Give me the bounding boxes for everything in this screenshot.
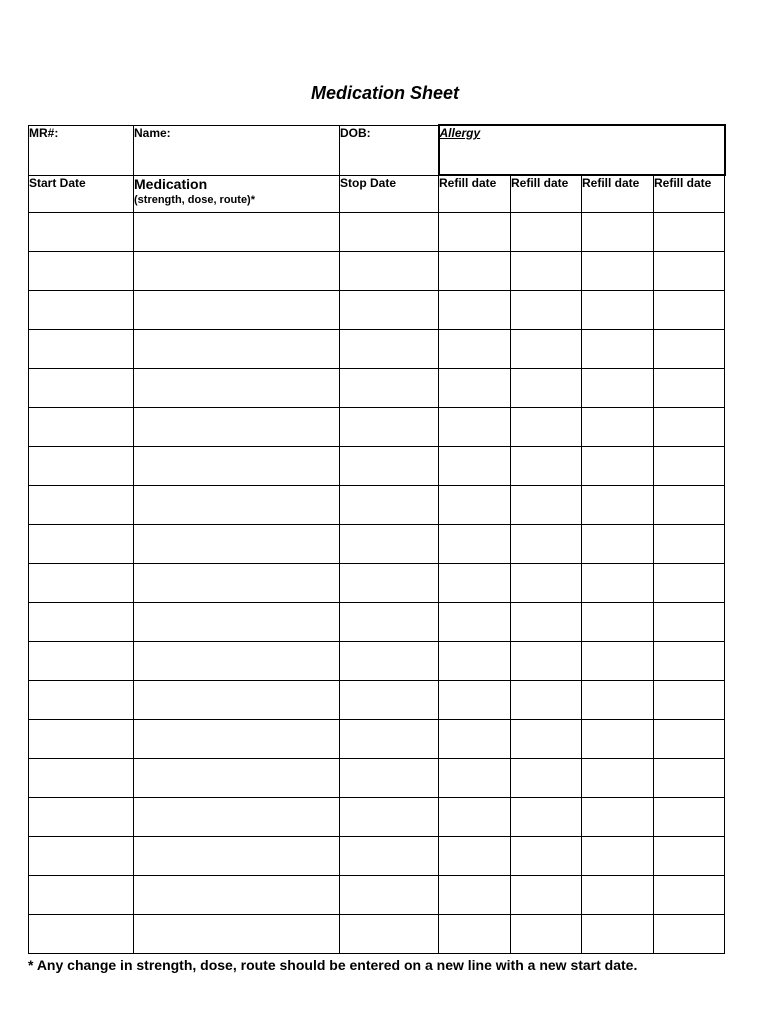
refill-date-cell[interactable]	[654, 642, 725, 681]
refill-date-cell[interactable]	[511, 486, 582, 525]
refill-date-cell[interactable]	[582, 486, 654, 525]
stop-date-header: Stop Date	[340, 175, 439, 213]
medication-cell[interactable]	[134, 291, 340, 330]
refill-date-cell[interactable]	[439, 837, 511, 876]
refill-date-cell[interactable]	[582, 330, 654, 369]
refill-date-cell[interactable]	[582, 720, 654, 759]
medication-cell[interactable]	[134, 564, 340, 603]
refill-date-cell[interactable]	[511, 681, 582, 720]
refill-date-cell[interactable]	[439, 564, 511, 603]
stop-date-cell[interactable]	[340, 681, 439, 720]
stop-date-cell[interactable]	[340, 915, 439, 954]
start-date-cell[interactable]	[29, 369, 134, 408]
stop-date-cell[interactable]	[340, 525, 439, 564]
refill-date-cell[interactable]	[654, 798, 725, 837]
refill-date-cell[interactable]	[439, 252, 511, 291]
refill-date-header-4: Refill date	[654, 175, 725, 213]
table-row	[29, 915, 725, 954]
refill-date-cell[interactable]	[654, 915, 725, 954]
table-row	[29, 408, 725, 447]
medication-cell[interactable]	[134, 759, 340, 798]
refill-date-cell[interactable]	[654, 252, 725, 291]
table-row	[29, 330, 725, 369]
table-row	[29, 837, 725, 876]
refill-date-cell[interactable]	[511, 915, 582, 954]
refill-date-cell[interactable]	[654, 603, 725, 642]
refill-date-cell[interactable]	[511, 720, 582, 759]
footnote: * Any change in strength, dose, route should be entered on a new line with a new start date.	[28, 957, 638, 973]
table-row	[29, 486, 725, 525]
start-date-cell[interactable]	[29, 759, 134, 798]
refill-date-cell[interactable]	[511, 369, 582, 408]
refill-date-cell[interactable]	[654, 213, 725, 252]
refill-date-cell[interactable]	[654, 525, 725, 564]
medication-cell[interactable]	[134, 681, 340, 720]
refill-date-cell[interactable]	[511, 798, 582, 837]
table-row	[29, 564, 725, 603]
page-title: Medication Sheet	[310, 83, 460, 103]
start-date-cell[interactable]	[29, 876, 134, 915]
medication-cell[interactable]	[134, 720, 340, 759]
start-date-cell[interactable]	[29, 681, 134, 720]
refill-date-cell[interactable]	[511, 759, 582, 798]
medication-cell[interactable]	[134, 525, 340, 564]
refill-date-cell[interactable]	[654, 720, 725, 759]
table-row	[29, 447, 725, 486]
refill-date-cell[interactable]	[582, 564, 654, 603]
refill-date-cell[interactable]	[511, 447, 582, 486]
refill-date-cell[interactable]	[439, 525, 511, 564]
table-row	[29, 876, 725, 915]
stop-date-cell[interactable]	[340, 759, 439, 798]
refill-date-cell[interactable]	[582, 798, 654, 837]
name-label: Name:	[134, 125, 171, 140]
refill-date-cell[interactable]	[439, 642, 511, 681]
stop-date-cell[interactable]	[340, 252, 439, 291]
refill-date-cell[interactable]	[511, 408, 582, 447]
medication-cell[interactable]	[134, 369, 340, 408]
start-date-cell[interactable]	[29, 291, 134, 330]
refill-date-cell[interactable]	[511, 291, 582, 330]
stop-date-cell[interactable]	[340, 642, 439, 681]
refill-date-cell[interactable]	[439, 759, 511, 798]
medication-cell[interactable]	[134, 486, 340, 525]
refill-date-header-3: Refill date	[582, 175, 654, 213]
refill-date-cell[interactable]	[511, 330, 582, 369]
refill-date-cell[interactable]	[582, 369, 654, 408]
refill-date-cell[interactable]	[582, 408, 654, 447]
start-date-cell[interactable]	[29, 252, 134, 291]
stop-date-cell[interactable]	[340, 876, 439, 915]
stop-date-cell[interactable]	[340, 720, 439, 759]
refill-date-cell[interactable]	[439, 915, 511, 954]
refill-date-cell[interactable]	[439, 681, 511, 720]
dob-field[interactable]	[340, 125, 439, 175]
medication-cell[interactable]	[134, 876, 340, 915]
start-date-cell[interactable]	[29, 642, 134, 681]
start-date-cell[interactable]	[29, 720, 134, 759]
stop-date-cell[interactable]	[340, 408, 439, 447]
start-date-cell[interactable]	[29, 837, 134, 876]
allergy-label: Allergy	[439, 126, 481, 140]
refill-date-cell[interactable]	[439, 876, 511, 915]
start-date-cell[interactable]	[29, 915, 134, 954]
refill-date-cell[interactable]	[582, 603, 654, 642]
table-row	[29, 369, 725, 408]
table-row	[29, 603, 725, 642]
refill-date-cell[interactable]	[582, 837, 654, 876]
start-date-cell[interactable]	[29, 564, 134, 603]
table-row	[29, 720, 725, 759]
refill-date-cell[interactable]	[654, 486, 725, 525]
table-row	[29, 759, 725, 798]
refill-date-cell[interactable]	[654, 681, 725, 720]
refill-date-cell[interactable]	[439, 330, 511, 369]
medication-cell[interactable]	[134, 642, 340, 681]
refill-date-header-2: Refill date	[511, 175, 582, 213]
refill-date-cell[interactable]	[582, 876, 654, 915]
mr-field[interactable]	[29, 125, 134, 175]
table-row	[29, 525, 725, 564]
start-date-cell[interactable]	[29, 447, 134, 486]
refill-date-cell[interactable]	[439, 447, 511, 486]
medication-cell[interactable]	[134, 447, 340, 486]
dob-label: DOB:	[340, 125, 371, 140]
refill-date-cell[interactable]	[654, 564, 725, 603]
medication-cell[interactable]	[134, 252, 340, 291]
refill-date-cell[interactable]	[511, 876, 582, 915]
refill-date-cell[interactable]	[582, 681, 654, 720]
refill-date-cell[interactable]	[582, 252, 654, 291]
medication-cell[interactable]	[134, 330, 340, 369]
stop-date-cell[interactable]	[340, 447, 439, 486]
refill-date-cell[interactable]	[582, 213, 654, 252]
start-date-cell[interactable]	[29, 330, 134, 369]
table-row	[29, 252, 725, 291]
start-date-cell[interactable]	[29, 213, 134, 252]
stop-date-cell[interactable]	[340, 330, 439, 369]
mr-label: MR#:	[29, 125, 59, 140]
stop-date-cell[interactable]	[340, 369, 439, 408]
refill-date-cell[interactable]	[654, 837, 725, 876]
medication-cell[interactable]	[134, 213, 340, 252]
refill-date-cell[interactable]	[511, 252, 582, 291]
start-date-cell[interactable]	[29, 525, 134, 564]
stop-date-cell[interactable]	[340, 798, 439, 837]
start-date-cell[interactable]	[29, 408, 134, 447]
refill-date-cell[interactable]	[511, 603, 582, 642]
refill-date-cell[interactable]	[654, 291, 725, 330]
refill-date-cell[interactable]	[582, 915, 654, 954]
refill-date-cell[interactable]	[439, 213, 511, 252]
medication-header-sub: (strength, dose, route)*	[134, 193, 256, 206]
medication-cell[interactable]	[134, 603, 340, 642]
medication-cell[interactable]	[134, 915, 340, 954]
refill-date-cell[interactable]	[439, 369, 511, 408]
refill-date-cell[interactable]	[511, 525, 582, 564]
medication-cell[interactable]	[134, 837, 340, 876]
medication-table	[28, 124, 726, 954]
refill-date-cell[interactable]	[582, 525, 654, 564]
refill-date-cell[interactable]	[654, 408, 725, 447]
start-date-cell[interactable]	[29, 603, 134, 642]
medication-header-label: Medication	[134, 175, 208, 192]
refill-date-cell[interactable]	[439, 603, 511, 642]
table-row	[29, 798, 725, 837]
stop-date-cell[interactable]	[340, 486, 439, 525]
stop-date-cell[interactable]	[340, 837, 439, 876]
stop-date-cell[interactable]	[340, 213, 439, 252]
table-row	[29, 213, 725, 252]
refill-date-cell[interactable]	[582, 642, 654, 681]
table-row	[29, 681, 725, 720]
refill-date-cell[interactable]	[582, 759, 654, 798]
refill-date-cell[interactable]	[582, 447, 654, 486]
medication-cell[interactable]	[134, 408, 340, 447]
allergy-field[interactable]	[439, 125, 725, 175]
table-row	[29, 291, 725, 330]
medication-cell[interactable]	[134, 798, 340, 837]
refill-date-cell[interactable]	[511, 837, 582, 876]
start-date-header: Start Date	[29, 175, 134, 213]
refill-date-cell[interactable]	[439, 486, 511, 525]
refill-date-cell[interactable]	[654, 447, 725, 486]
name-field[interactable]	[134, 125, 340, 175]
refill-date-cell[interactable]	[439, 798, 511, 837]
medication-header	[134, 175, 340, 213]
refill-date-cell[interactable]	[654, 876, 725, 915]
refill-date-header-1: Refill date	[439, 175, 511, 213]
column-header-row	[29, 175, 725, 213]
start-date-cell[interactable]	[29, 486, 134, 525]
table-row	[29, 642, 725, 681]
entry-rows	[29, 213, 725, 954]
refill-date-cell[interactable]	[511, 213, 582, 252]
refill-date-cell[interactable]	[439, 408, 511, 447]
stop-date-cell[interactable]	[340, 291, 439, 330]
start-date-cell[interactable]	[29, 798, 134, 837]
refill-date-cell[interactable]	[439, 291, 511, 330]
stop-date-cell[interactable]	[340, 564, 439, 603]
refill-date-cell[interactable]	[439, 720, 511, 759]
patient-info-row	[29, 125, 725, 175]
refill-date-cell[interactable]	[654, 759, 725, 798]
refill-date-cell[interactable]	[582, 291, 654, 330]
refill-date-cell[interactable]	[654, 369, 725, 408]
stop-date-cell[interactable]	[340, 603, 439, 642]
refill-date-cell[interactable]	[654, 330, 725, 369]
refill-date-cell[interactable]	[511, 564, 582, 603]
refill-date-cell[interactable]	[511, 642, 582, 681]
